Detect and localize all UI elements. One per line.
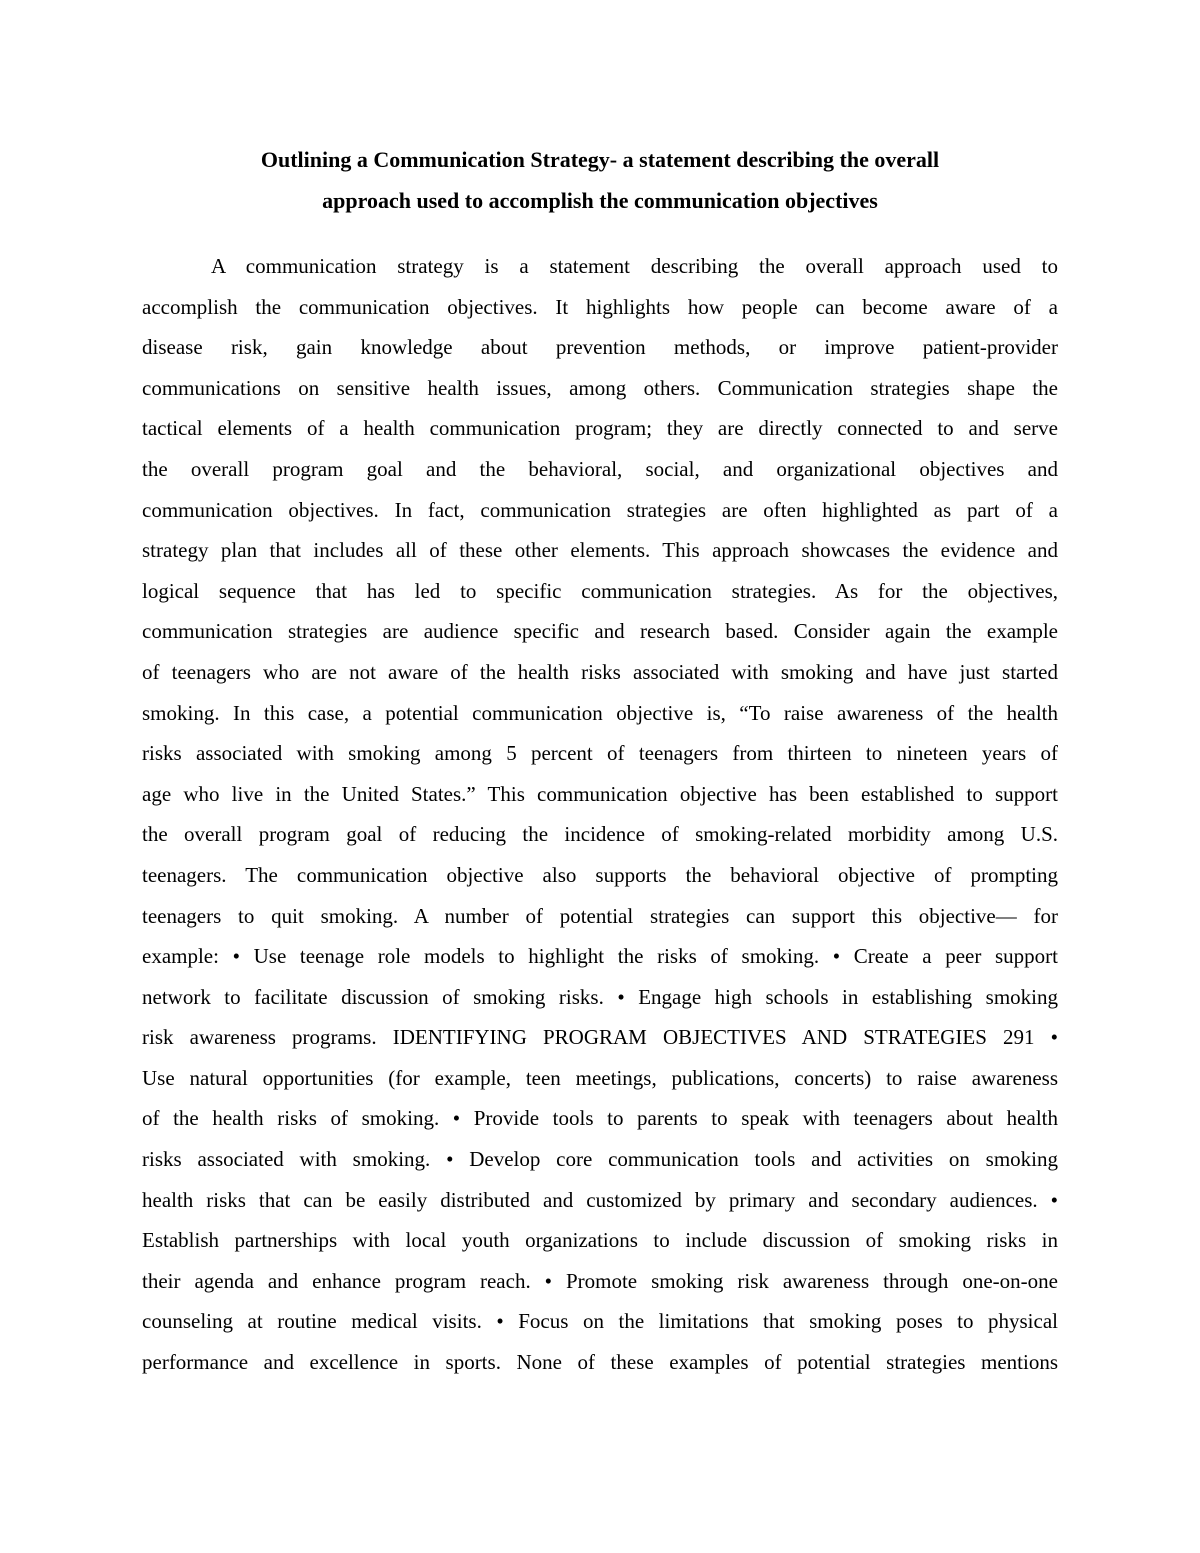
paragraph-line: risks associated with smoking among 5 percent of teenagers from thirteen to nineteen years of [142,741,1058,766]
document-title [150,140,1050,221]
paragraph-line: risks associated with smoking. • Develop core communication tools and activities on smoking [142,1147,1058,1172]
body-paragraph [142,246,1058,1383]
title-line-2: approach used to accomplish the communication objectives [322,187,878,213]
paragraph-line: performance and excellence in sports. None of these examples of potential strategies mentions [142,1350,1058,1375]
paragraph-line: Establish partnerships with local youth organizations to include discussion of smoking risks in [142,1228,1058,1253]
paragraph-line: disease risk, gain knowledge about prevention methods, or improve patient-provider [142,335,1058,360]
paragraph-line: logical sequence that has led to specific communication strategies. As for the objectives, [142,578,1058,603]
paragraph-line: A communication strategy is a statement describing the overall approach used to [211,254,1058,278]
paragraph-line: strategy plan that includes all of these other elements. This approach showcases the evidence and [142,538,1058,563]
paragraph-line: communication objectives. In fact, communication strategies are often highlighted as part of a [142,497,1058,522]
paragraph-line: smoking. In this case, a potential communication objective is, “To raise awareness of the health [142,700,1058,725]
paragraph-line: age who live in the United States.” This communication objective has been established to support [142,781,1058,806]
paragraph-line: the overall program goal and the behavioral, social, and organizational objectives and [142,456,1058,481]
paragraph-line: health risks that can be easily distributed and customized by primary and secondary audiences. • [142,1187,1058,1212]
paragraph-line: the overall program goal of reducing the incidence of smoking-related morbidity among U.S. [142,822,1058,847]
paragraph-line: teenagers. The communication objective also supports the behavioral objective of prompting [142,862,1058,887]
paragraph-line: example: • Use teenage role models to highlight the risks of smoking. • Create a peer support [142,944,1058,969]
paragraph-line: accomplish the communication objectives. It highlights how people can become aware of a [142,294,1058,319]
paragraph-line: communications on sensitive health issues, among others. Communication strategies shape the [142,375,1058,400]
paragraph-line: Use natural opportunities (for example, teen meetings, publications, concerts) to raise awareness [142,1065,1058,1090]
paragraph-line: communication strategies are audience specific and research based. Consider again the example [142,619,1058,644]
paragraph-line: network to facilitate discussion of smoking risks. • Engage high schools in establishing smoking [142,984,1058,1009]
title-line-1: Outlining a Communication Strategy- a statement describing the overall [260,147,940,172]
paragraph-line: of the health risks of smoking. • Provide tools to parents to speak with teenagers about health [142,1106,1058,1131]
paragraph-line: risk awareness programs. IDENTIFYING PROGRAM OBJECTIVES AND STRATEGIES 291 • [142,1025,1058,1050]
paragraph-line: counseling at routine medical visits. • Focus on the limitations that smoking poses to physical [142,1309,1058,1334]
paragraph-line: of teenagers who are not aware of the health risks associated with smoking and have just started [142,659,1058,684]
paragraph-line: their agenda and enhance program reach. • Promote smoking risk awareness through one-on-one [142,1268,1058,1293]
paragraph-line: tactical elements of a health communication program; they are directly connected to and serve [142,416,1058,441]
paragraph-line: teenagers to quit smoking. A number of potential strategies can support this objective— for [142,903,1058,928]
